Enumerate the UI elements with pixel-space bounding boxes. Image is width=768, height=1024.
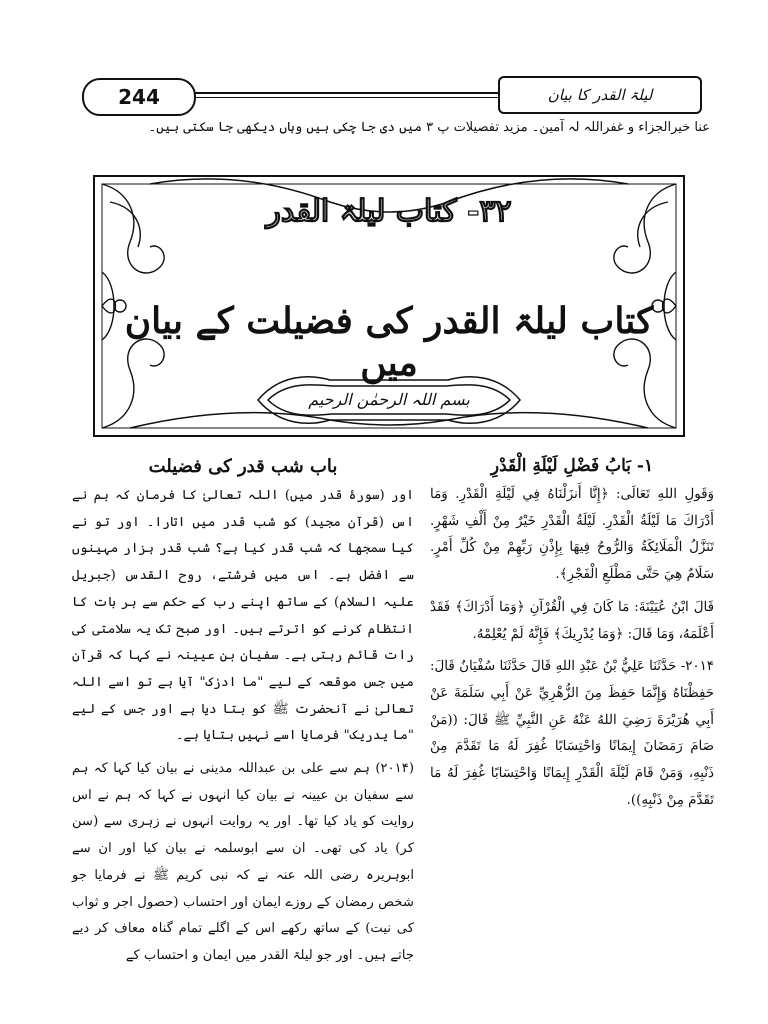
arabic-column xyxy=(430,456,714,820)
footnote-continuation: عنا خیرالجزاء و غفراللہ لہ آمین۔ مزید تفصیلات پ ۳ میں دی جا چکی ہیں وہاں دیکھی جا سکتی ہیں۔ xyxy=(148,120,710,135)
urdu-column xyxy=(72,456,414,976)
arabic-paragraph: ۲۰۱۴- حَدَّثَنَا عَلِيُّ بْنُ عَبْدِ اللهِ قَالَ حَدَّثَنَا سُفْيَانُ قَالَ: حَفِظْنَاهُ وَإِنَّمَا حَفِظَ مِنَ الزُّهْرِيِّ عَنْ أَبِي سَلَمَةَ عَنْ أَبِي هُرَيْرَةَ رَضِيَ اللهُ عَنْهُ عَنِ النَّبِيِّ ﷺ قَالَ: ((مَنْ صَامَ رَمَضَانَ إِيمَانًا وَاحْتِسَابًا غُفِرَ لَهُ مَا تَقَدَّمَ مِنْ ذَنْبِهِ، وَمَنْ قَامَ لَيْلَةَ الْقَدْرِ إِيمَانًا وَاحْتِسَابًا غُفِرَ لَهُ مَا تَقَدَّمَ مِنْ ذَنْبِهِ)). xyxy=(430,659,714,808)
arabic-paragraph: وَقَولِ اللهِ تَعَالَى: ﴿إِنَّا أَنزَلْنَاهُ فِي لَيْلَةِ الْقَدْرِ. وَمَا أَدْرَاكَ مَا لَيْلَةُ الْقَدْرِ. لَيْلَةُ الْقَدْرِ خَيْرٌ مِنْ أَلْفِ شَهْرٍ. تَنَزَّلُ الْمَلَائِكَةُ وَالرُّوحُ فِيهَا بِإِذْنِ رَبِّهِمْ مِنْ كُلِّ أَمْرٍ. سَلَامٌ هِيَ حَتَّى مَطْلَعِ الْفَجْرِ﴾. xyxy=(430,487,714,583)
chapter-heading-urdu: باب شب قدر کی فضیلت xyxy=(148,456,338,477)
urdu-paragraph: اور (سورۂ قدر میں) اللہ تعالیٰ کا فرمان کہ ہم نے اس (قرآن مجید) کو شب قدر میں اتارا۔ اور تو نے کیا سمجھا کہ شب قدر کیا ہے؟ شب قدر ہزار مہینوں سے افضل ہے۔ اس میں فرشتے، روح القدس (جبریل علیہ السلام) کے ساتھ اپنے رب کے حکم سے ہر بات کا انتظام کرنے کو اترتے ہیں۔ اور صبح تک یہ سلامتی کی رات قائم رہتی ہے۔ سفیان بن عیینہ نے کہا کہ قرآن میں جس موقعہ کے لیے "ما ادرٰک" آیا ہے تو اسے اللہ تعالیٰ نے آنحضرت ﷺ کو بتا دیا ہے اور جس کے لیے "ما یدریک" فرمایا اسے نہیں بتایا ہے۔ xyxy=(72,488,414,744)
running-title: لیلۃ القدر کا بیان xyxy=(498,76,702,114)
basmala: بسم اللہ الرحمٰن الرحیم xyxy=(308,390,470,409)
arabic-paragraph: قَالَ ابْنُ عُيَيْنَةَ: مَا كَانَ فِي الْقُرْآنِ ﴿وَمَا أَدْرَاكَ﴾ فَقَدْ أَعْلَمَهُ، وَمَا قَالَ: ﴿وَمَا يُدْرِيكَ﴾ فَإِنَّهُ لَمْ يُعْلِمْهُ. xyxy=(430,599,714,642)
basmala-cartouche xyxy=(258,374,520,426)
chapter-heading-arabic: ۱- بَابُ فَضْلِ لَيْلَةِ الْقَدْرِ xyxy=(490,456,654,476)
book-title-arabic: ۳۲- کتاب لیلۃ القدر xyxy=(266,194,512,229)
running-header xyxy=(82,74,702,114)
book-title-urdu: کتاب لیلۃ القدر کی فضیلت کے بیان میں xyxy=(124,300,654,384)
ornamental-title-frame xyxy=(90,172,688,440)
page-number: 244 xyxy=(82,78,196,116)
urdu-paragraph: (۲۰۱۴) ہم سے علی بن عبداللہ مدینی نے بیان کیا کہا کہ ہم سے سفیان بن عیینہ نے بیان کیا انہوں نے کہا کہ ہم نے اس روایت کو یاد کیا تھا۔ اور یہ روایت انہوں نے زہری سے (سن کر) یاد کی تھی۔ ان سے ابوسلمہ نے بیان کیا اور ان سے ابوہریرہ رضی اللہ عنہ نے کہ نبی کریم ﷺ نے فرمایا جو شخص رمضان کے روزے ایمان اور احتساب (حصول اجر و ثواب کی نیت) کے ساتھ رکھے اس کے اگلے تمام گناہ معاف کر دیے جاتے ہیں۔ اور جو لیلۃ القدر میں ایمان و احتساب کے xyxy=(72,761,414,963)
